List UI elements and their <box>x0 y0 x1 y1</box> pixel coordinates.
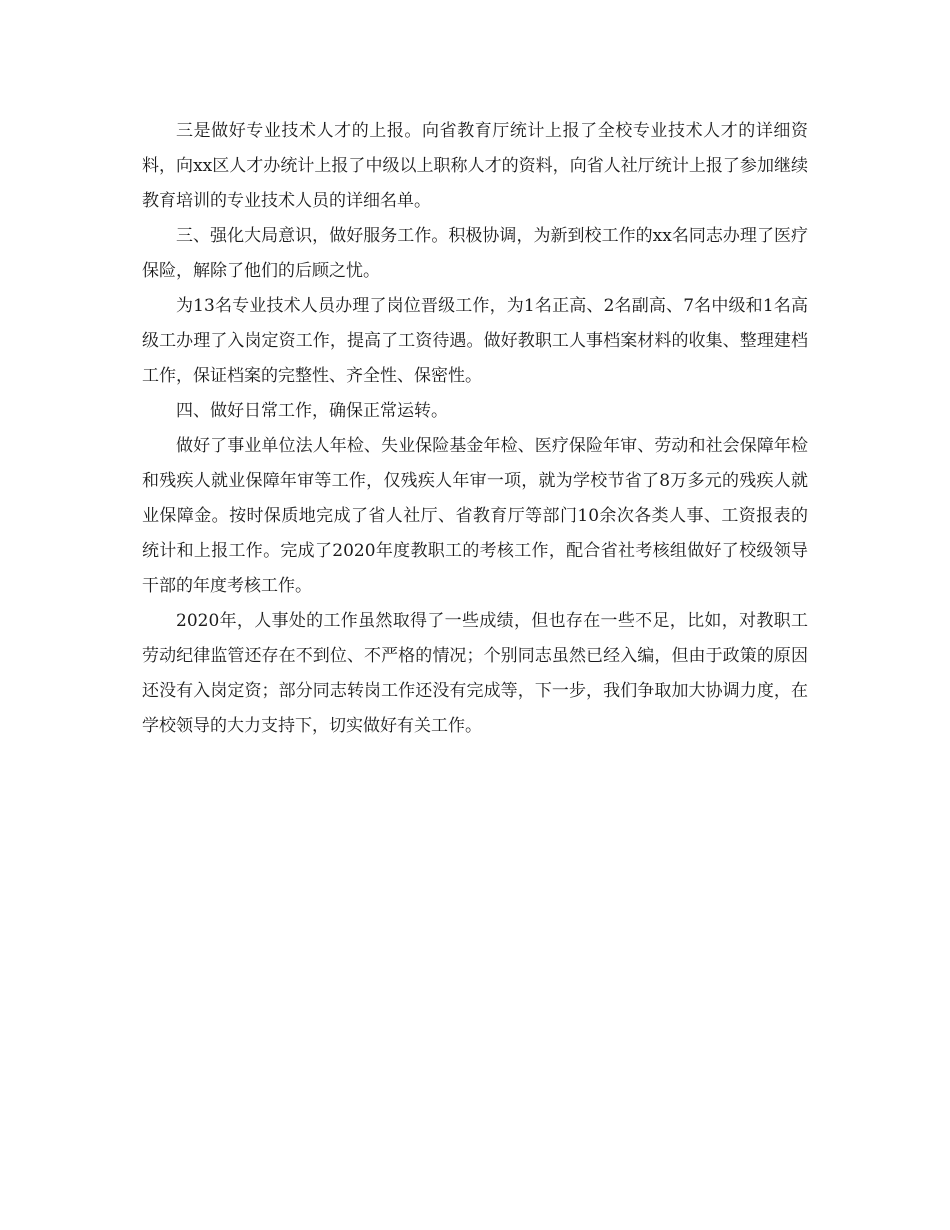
paragraph-summary-shortcomings: 2020年，人事处的工作虽然取得了一些成绩，但也存在一些不足，比如，对教职工劳动纪律监管还存在不到位、不严格的情况；个别同志虽然已经入编，但由于政策的原因还没有入岗定资；部分同志转岗工作还没有完成等，下一步，我们争取加大协调力度，在学校领导的大力支持下，切实做好有关工作。 <box>142 611 808 736</box>
paragraph-daily-work-heading: 四、做好日常工作，确保正常运转。 <box>176 401 448 421</box>
paragraph-annual-inspections: 做好了事业单位法人年检、失业保险基金年检、医疗保险年审、劳动和社会保障年检和残疾人就业保障年审等工作，仅残疾人年审一项，就为学校节省了8万多元的残疾人就业保障金。按时保质地完成了省人社厅、省教育厅等部门10余次各类人事、工资报表的统计和上报工作。完成了2020年度教职工的考核工作，配合省社考核组做好了校级领导干部的年度考核工作。 <box>142 436 808 596</box>
paragraph-service-work: 三、强化大局意识，做好服务工作。积极协调，为新到校工作的xx名同志办理了医疗保险，解除了他们的后顾之忧。 <box>142 226 808 281</box>
document-body <box>142 114 808 744</box>
paragraph-promotion-work: 为13名专业技术人员办理了岗位晋级工作，为1名正高、2名副高、7名中级和1名高级工办理了入岗定资工作，提高了工资待遇。做好教职工人事档案材料的收集、整理建档工作，保证档案的完整性、齐全性、保密性。 <box>142 296 808 386</box>
paragraph-professional-talent-report: 三是做好专业技术人才的上报。向省教育厅统计上报了全校专业技术人才的详细资料，向xx区人才办统计上报了中级以上职称人才的资料，向省人社厅统计上报了参加继续教育培训的专业技术人员的详细名单。 <box>142 121 808 211</box>
